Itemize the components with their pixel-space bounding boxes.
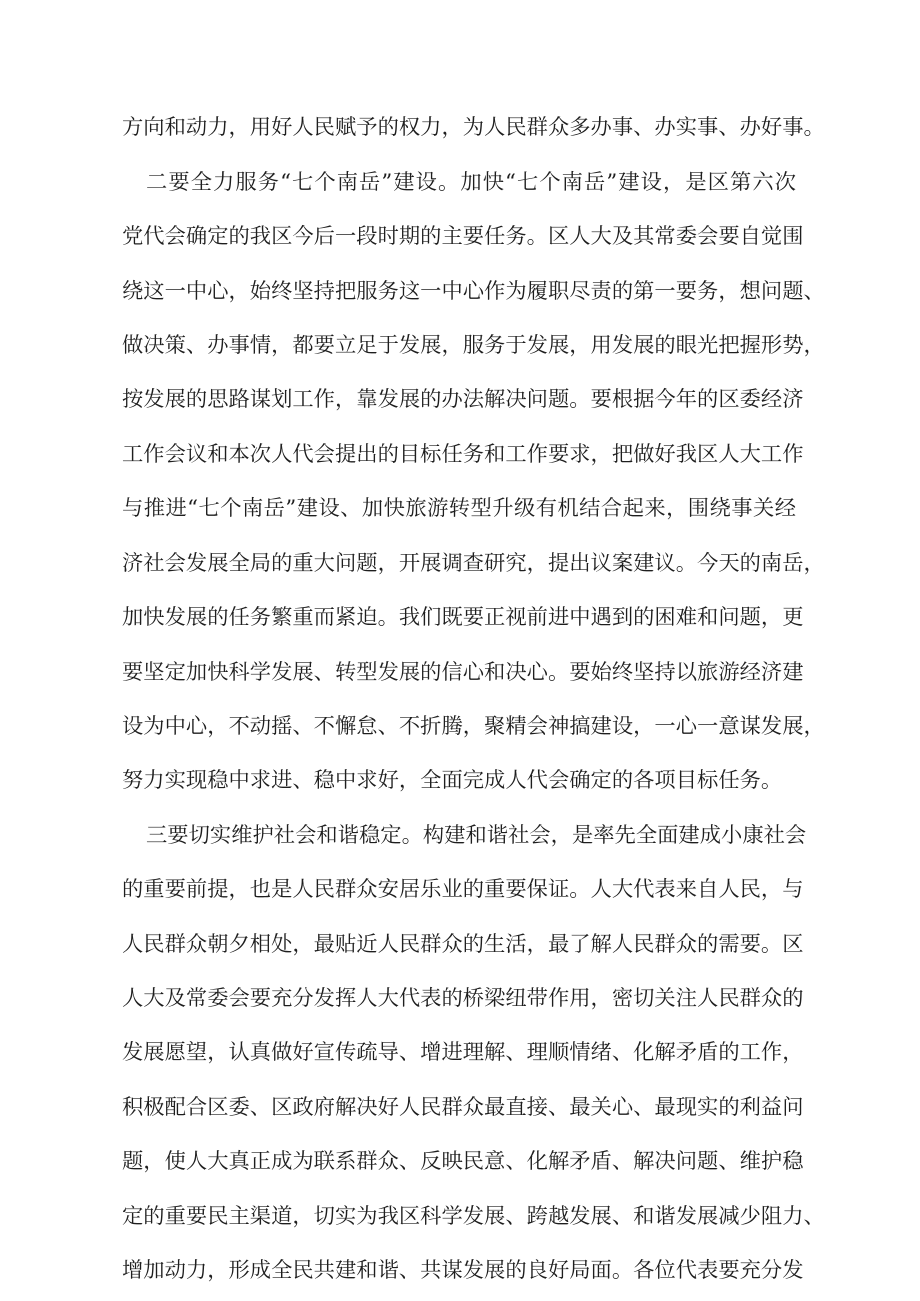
text-line: 做决策、办事情，都要立足于发展，服务于发展，用发展的眼光把握形势，: [122, 333, 825, 358]
text-line: 的重要前提，也是人民群众安居乐业的重要保证。人大代表来自人民，与: [122, 877, 804, 902]
text-line: 与推进“七个南岳”建设、加快旅游转型升级有机结合起来，围绕事关经: [122, 496, 796, 521]
text-line: 人民群众朝夕相处，最贴近人民群众的生活，最了解人民群众的需要。区: [122, 932, 804, 957]
text-line: 定的重要民主渠道，切实为我区科学发展、跨越发展、和谐发展减少阻力、: [122, 1204, 825, 1229]
text-line: 努力实现稳中求进、稳中求好，全面完成人代会确定的各项目标任务。: [122, 768, 783, 793]
text-line: 方向和动力，用好人民赋予的权力，为人民群众多办事、办实事、办好事。: [122, 115, 825, 140]
text-line: 加快发展的任务繁重而紧迫。我们既要正视前进中遇到的困难和问题，更: [122, 605, 804, 630]
text-line: 设为中心，不动摇、不懈怠、不折腾，聚精会神搞建设，一心一意谋发展，: [122, 714, 825, 739]
text-line: 题，使人大真正成为联系群众、反映民意、化解矛盾、解决问题、维护稳: [122, 1149, 804, 1174]
text-line: 增加动力，形成全民共建和谐、共谋发展的良好局面。各位代表要充分发: [122, 1258, 804, 1283]
text-line: 按发展的思路谋划工作，靠发展的办法解决问题。要根据今年的区委经济: [122, 387, 804, 412]
text-line: 济社会发展全局的重大问题，开展调查研究，提出议案建议。今天的南岳，: [122, 551, 825, 576]
text-line: 要坚定加快科学发展、转型发展的信心和决心。要始终坚持以旅游经济建: [122, 660, 804, 685]
text-line: 积极配合区委、区政府解决好人民群众最直接、最关心、最现实的利益问: [122, 1095, 804, 1120]
text-line: 工作会议和本次人代会提出的目标任务和工作要求，把做好我区人大工作: [122, 442, 804, 467]
paragraph-start-line: 三要切实维护社会和谐稳定。构建和谐社会，是率先全面建成小康社会: [146, 823, 807, 848]
paragraph-start-line: 二要全力服务“七个南岳”建设。加快“七个南岳”建设，是区第六次: [146, 170, 796, 195]
text-line: 人大及常委会要充分发挥人大代表的桥梁纽带作用，密切关注人民群众的: [122, 986, 804, 1011]
text-line: 党代会确定的我区今后一段时期的主要任务。区人大及其常委会要自觉围: [122, 224, 804, 249]
text-line: 绕这一中心，始终坚持把服务这一中心作为履职尽责的第一要务，想问题、: [122, 279, 825, 304]
text-line: 发展愿望，认真做好宣传疏导、增进理解、理顺情绪、化解矛盾的工作，: [122, 1040, 804, 1065]
